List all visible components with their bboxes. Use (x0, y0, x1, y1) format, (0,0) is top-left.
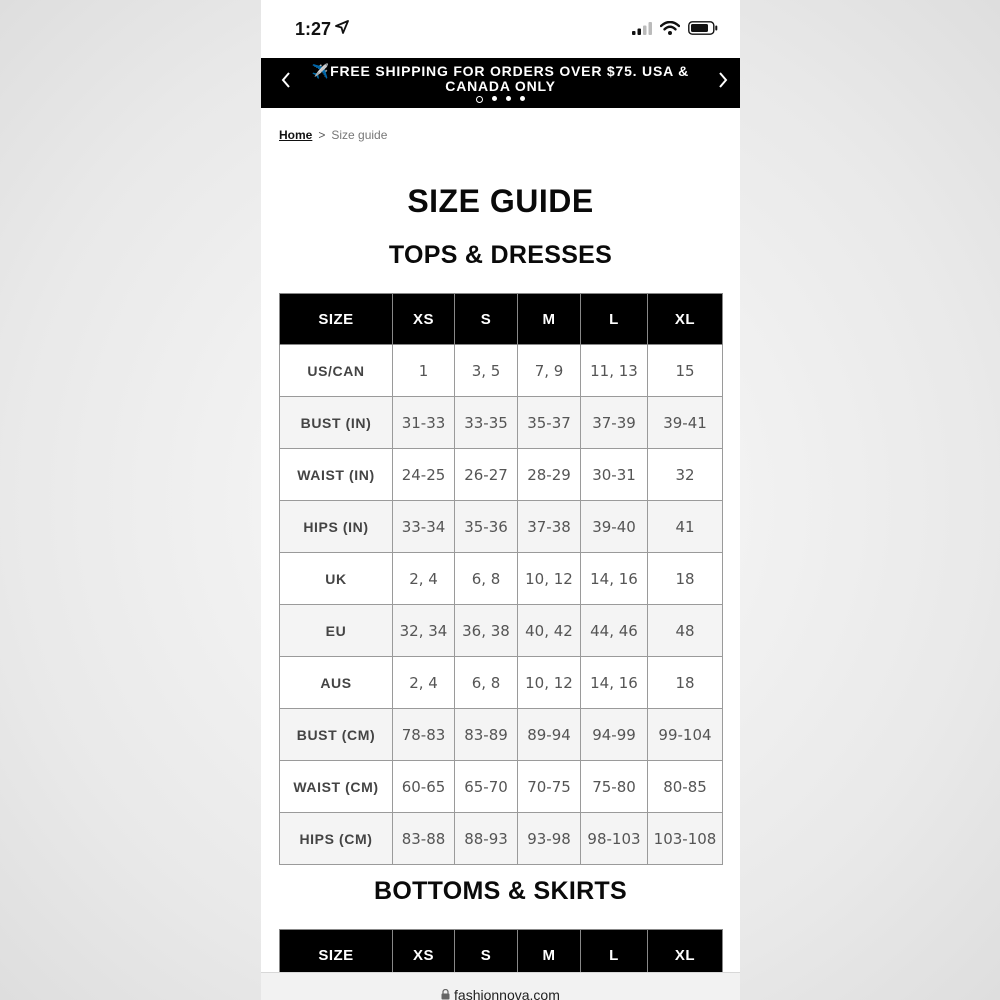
column-header: L (581, 294, 648, 345)
table-cell: 15 (648, 345, 723, 397)
table-cell: 83-88 (393, 813, 455, 865)
column-header: L (581, 930, 648, 981)
table-row (280, 813, 723, 865)
table-cell: 44, 46 (581, 605, 648, 657)
table-row (280, 501, 723, 553)
table-cell: 48 (648, 605, 723, 657)
table-cell: 78-83 (393, 709, 455, 761)
carousel-dot[interactable] (506, 96, 511, 101)
table-cell: 33-34 (393, 501, 455, 553)
url-text: fashionnova.com (454, 987, 560, 1000)
table-row (280, 449, 723, 501)
table-cell: 39-40 (581, 501, 648, 553)
browser-url-bar[interactable] (261, 972, 740, 1000)
tops-section-title: TOPS & DRESSES (388, 241, 613, 269)
row-header: AUS (280, 657, 393, 709)
table-cell: 98-103 (581, 813, 648, 865)
chevron-left-icon[interactable] (277, 68, 295, 92)
table-cell: 89-94 (518, 709, 581, 761)
carousel-dot[interactable] (520, 96, 525, 101)
table-cell: 18 (648, 553, 723, 605)
carousel-dot[interactable] (476, 96, 483, 103)
row-header: US/CAN (280, 345, 393, 397)
chevron-right-icon[interactable] (714, 68, 732, 92)
location-arrow-icon (335, 20, 349, 39)
carousel-dots (261, 96, 740, 103)
breadcrumb (279, 128, 387, 142)
table-cell: 6, 8 (455, 657, 518, 709)
table-cell: 99-104 (648, 709, 723, 761)
table-row (280, 761, 723, 813)
breadcrumb-home-link[interactable]: Home (279, 128, 313, 142)
status-time: 1:27 (295, 19, 332, 39)
breadcrumb-separator: > (318, 128, 326, 142)
row-header: HIPS (IN) (280, 501, 393, 553)
row-header: BUST (IN) (280, 397, 393, 449)
table-row (280, 553, 723, 605)
table-cell: 75-80 (581, 761, 648, 813)
table-cell: 88-93 (455, 813, 518, 865)
table-cell: 18 (648, 657, 723, 709)
table-row (280, 345, 723, 397)
table-cell: 35-36 (455, 501, 518, 553)
table-cell: 41 (648, 501, 723, 553)
table-row (280, 709, 723, 761)
promo-text: ✈️FREE SHIPPING FOR ORDERS OVER $75. USA & CANADA ONLY (311, 63, 690, 94)
table-cell: 70-75 (518, 761, 581, 813)
row-header: HIPS (CM) (280, 813, 393, 865)
table-cell: 83-89 (455, 709, 518, 761)
table-cell: 10, 12 (518, 553, 581, 605)
table-cell: 30-31 (581, 449, 648, 501)
table-cell: 11, 13 (581, 345, 648, 397)
row-header: UK (280, 553, 393, 605)
table-cell: 37-39 (581, 397, 648, 449)
table-cell: 36, 38 (455, 605, 518, 657)
table-cell: 37-38 (518, 501, 581, 553)
tops-size-table (279, 293, 723, 865)
phone-screen (261, 0, 740, 1000)
table-cell: 65-70 (455, 761, 518, 813)
table-cell: 32 (648, 449, 723, 501)
table-row (280, 657, 723, 709)
table-cell: 2, 4 (393, 657, 455, 709)
table-cell: 80-85 (648, 761, 723, 813)
row-header: WAIST (IN) (280, 449, 393, 501)
table-cell: 93-98 (518, 813, 581, 865)
breadcrumb-current: Size guide (331, 128, 388, 142)
table-cell: 31-33 (393, 397, 455, 449)
bottoms-section-title: BOTTOMS & SKIRTS (374, 877, 627, 905)
lock-icon (441, 987, 454, 1000)
table-cell: 3, 5 (455, 345, 518, 397)
table-cell: 2, 4 (393, 553, 455, 605)
table-cell: 94-99 (581, 709, 648, 761)
column-header: M (518, 930, 581, 981)
status-bar (261, 0, 740, 58)
column-header: S (455, 294, 518, 345)
row-header: BUST (CM) (280, 709, 393, 761)
table-row (280, 605, 723, 657)
table-cell: 6, 8 (455, 553, 518, 605)
table-header-row (280, 294, 723, 345)
table-cell: 1 (393, 345, 455, 397)
wifi-icon (660, 21, 680, 40)
column-header: XL (648, 294, 723, 345)
table-cell: 10, 12 (518, 657, 581, 709)
table-cell: 35-37 (518, 397, 581, 449)
row-header: WAIST (CM) (280, 761, 393, 813)
table-cell: 24-25 (393, 449, 455, 501)
table-cell: 28-29 (518, 449, 581, 501)
table-cell: 14, 16 (581, 657, 648, 709)
column-header: S (455, 930, 518, 981)
table-cell: 103-108 (648, 813, 723, 865)
signal-icon (632, 22, 652, 40)
table-cell: 26-27 (455, 449, 518, 501)
table-row (280, 397, 723, 449)
column-header: M (518, 294, 581, 345)
promo-banner[interactable] (261, 58, 740, 108)
table-cell: 32, 34 (393, 605, 455, 657)
column-header: XS (393, 294, 455, 345)
column-header: XS (393, 930, 455, 981)
table-cell: 14, 16 (581, 553, 648, 605)
column-header: SIZE (280, 930, 393, 981)
table-cell: 40, 42 (518, 605, 581, 657)
table-cell: 33-35 (455, 397, 518, 449)
column-header: XL (648, 930, 723, 981)
battery-icon (688, 21, 718, 40)
table-cell: 7, 9 (518, 345, 581, 397)
page-title: SIZE GUIDE (407, 183, 594, 219)
column-header: SIZE (280, 294, 393, 345)
table-cell: 60-65 (393, 761, 455, 813)
table-cell: 39-41 (648, 397, 723, 449)
row-header: EU (280, 605, 393, 657)
carousel-dot[interactable] (492, 96, 497, 101)
